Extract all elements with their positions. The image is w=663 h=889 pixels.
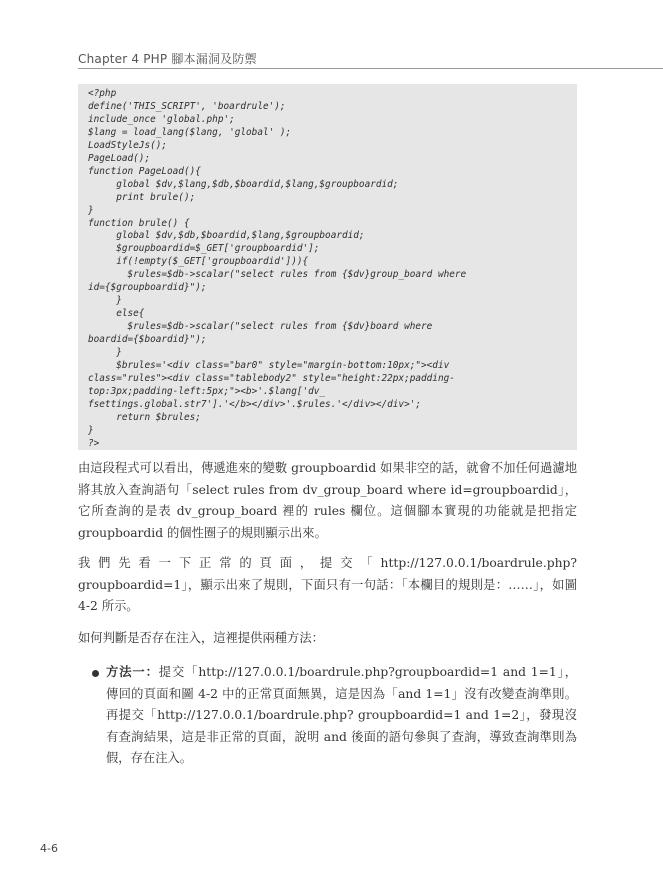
bullet-label: 方法一： — [106, 665, 159, 679]
code-listing: <?php define('THIS_SCRIPT', 'boardrule'); include_once 'global.php'; $lang = load_lang($lang, 'global' ); LoadStyleJs(); PageLoad(); function PageLoad(){ global $dv,$lang,$db,$boardid,$lang,$groupboardid; print brule(); } function brule() { global $dv,$db,$boardid,$lang,$groupboardid; $groupboardid=$_GET['groupboardid']; if(!empty($_GET['groupboardid'])){ $rules=$db->scalar("select rules from {$dv}group_board where id={$groupboardid}"); } else{ $rules=$db->scalar("select rules from {$dv}board where boardid={$boardid}"); } $brules='<div class="bar0" style="margin-bottom:10px;"><div class="rules"><div class="tablebody2" style="height:22px;padding- top:3px;padding-left:5px;"><b>'.$lang['dv_ fsettings.global.str7'].'</b></div>'.$rules.'</div></div>'; return $brules; } ?> — [88, 88, 467, 449]
bullet-body — [106, 662, 577, 770]
paragraph-normal-page: 我們先看一下正常的頁面，提交「http://127.0.0.1/boardrule.php?groupboardid=1」，顯示出來了規則，下面只有一句話：「本欄目的規則是：……」，如圖 4-2 所示。 — [78, 556, 577, 613]
bullet-dot-icon — [92, 670, 99, 677]
running-header: Chapter 4 PHP 腳本漏洞及防禦 — [78, 52, 257, 66]
paragraph-methods-intro: 如何判斷是否存在注入，這裡提供兩種方法： — [78, 631, 324, 645]
page-number: 4-6 — [40, 842, 58, 855]
header-divider — [78, 68, 663, 69]
paragraph-explanation: 由這段程式可以看出，傳遞進來的變數 groupboardid 如果非空的話，就會不加任何過濾地將其放入查詢語句「select rules from dv_group_board where id=groupboardid」，它所查詢的是表 dv_group_board 裡的 rules 欄位。這個腳本實現的功能就是把指定 groupboardid 的個性圈子的規則顯示出來。 — [78, 461, 577, 540]
bullet-text: 提交「http://127.0.0.1/boardrule.php?groupboardid=1 and 1=1」，傳回的頁面和圖 4-2 中的正常頁面無異，這是因為「and 1=1」沒有改變查詢準則。再提交「http://127.0.0.1/boardrule.php? groupboardid=1 and 1=2」，發現沒有查詢結果，這是非正常的頁面，說明 and 後面的語句參與了查詢，導致查詢準則為假，存在注入。 — [106, 665, 577, 765]
